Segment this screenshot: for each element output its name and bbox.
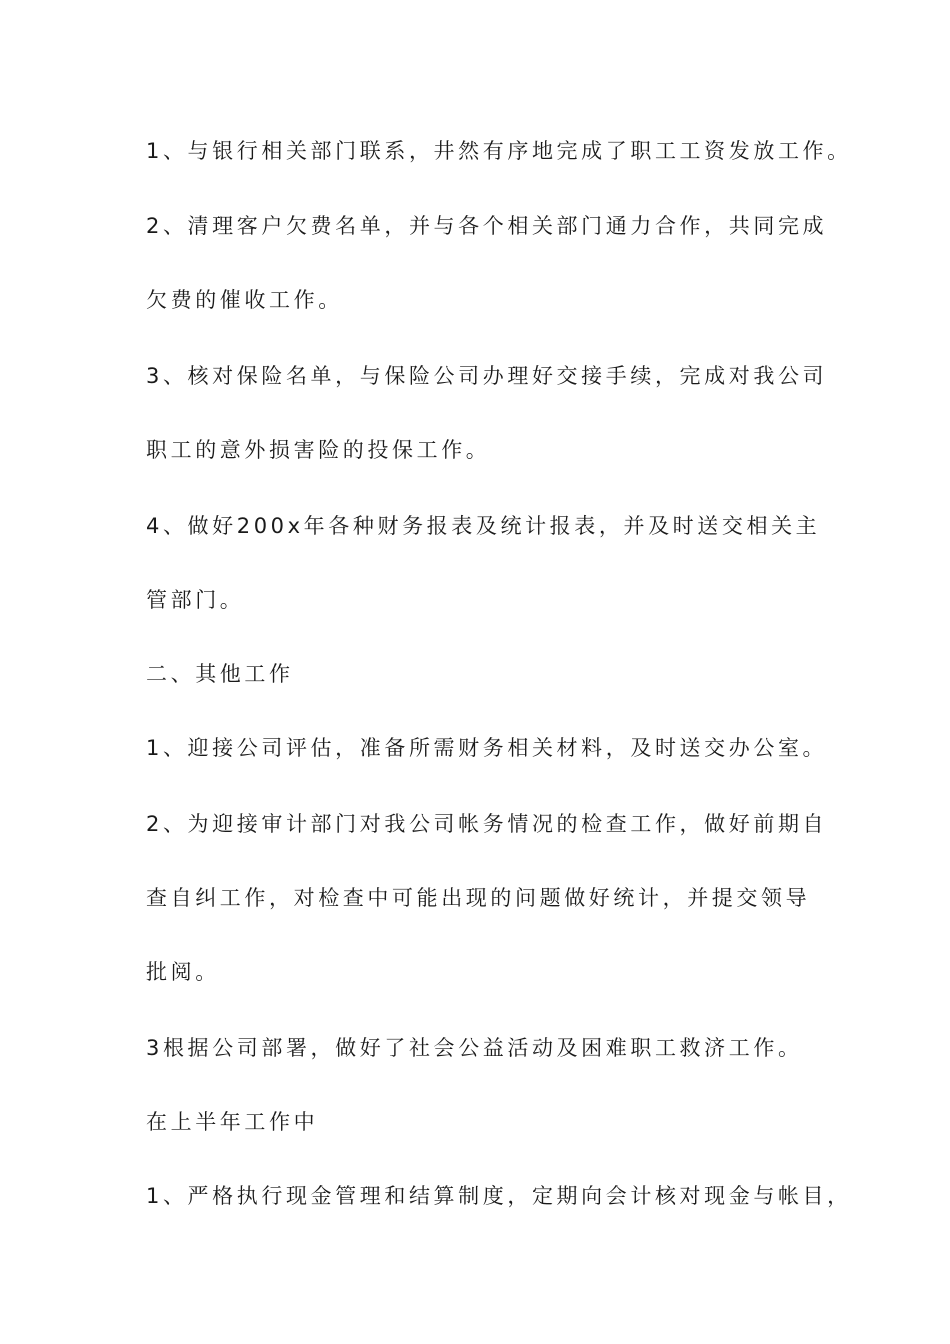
- paragraph-line: 批阅。: [146, 960, 220, 984]
- paragraph-line: 1、与银行相关部门联系，井然有序地完成了职工工资发放工作。: [146, 139, 852, 163]
- paragraph-line: 管部门。: [146, 588, 245, 612]
- section-heading: 在上半年工作中: [146, 1110, 319, 1134]
- paragraph-line: 2、为迎接审计部门对我公司帐务情况的检查工作，做好前期自: [146, 812, 828, 836]
- paragraph-line: 3根据公司部署，做好了社会公益活动及困难职工救济工作。: [146, 1036, 803, 1060]
- paragraph-line: 查自纠工作，对检查中可能出现的问题做好统计，并提交领导: [146, 886, 811, 910]
- paragraph-line: 1、严格执行现金管理和结算制度，定期向会计核对现金与帐目，: [146, 1184, 852, 1208]
- paragraph-line: 1、迎接公司评估，准备所需财务相关材料，及时送交办公室。: [146, 736, 828, 760]
- paragraph-line: 欠费的催收工作。: [146, 288, 343, 312]
- paragraph-line: 职工的意外损害险的投保工作。: [146, 438, 491, 462]
- paragraph-line: 4、做好200x年各种财务报表及统计报表，并及时送交相关主: [146, 514, 821, 538]
- paragraph-line: 2、清理客户欠费名单，并与各个相关部门通力合作，共同完成: [146, 214, 828, 238]
- paragraph-line: 3、核对保险名单，与保险公司办理好交接手续，完成对我公司: [146, 364, 828, 388]
- section-heading: 二、其他工作: [146, 662, 294, 686]
